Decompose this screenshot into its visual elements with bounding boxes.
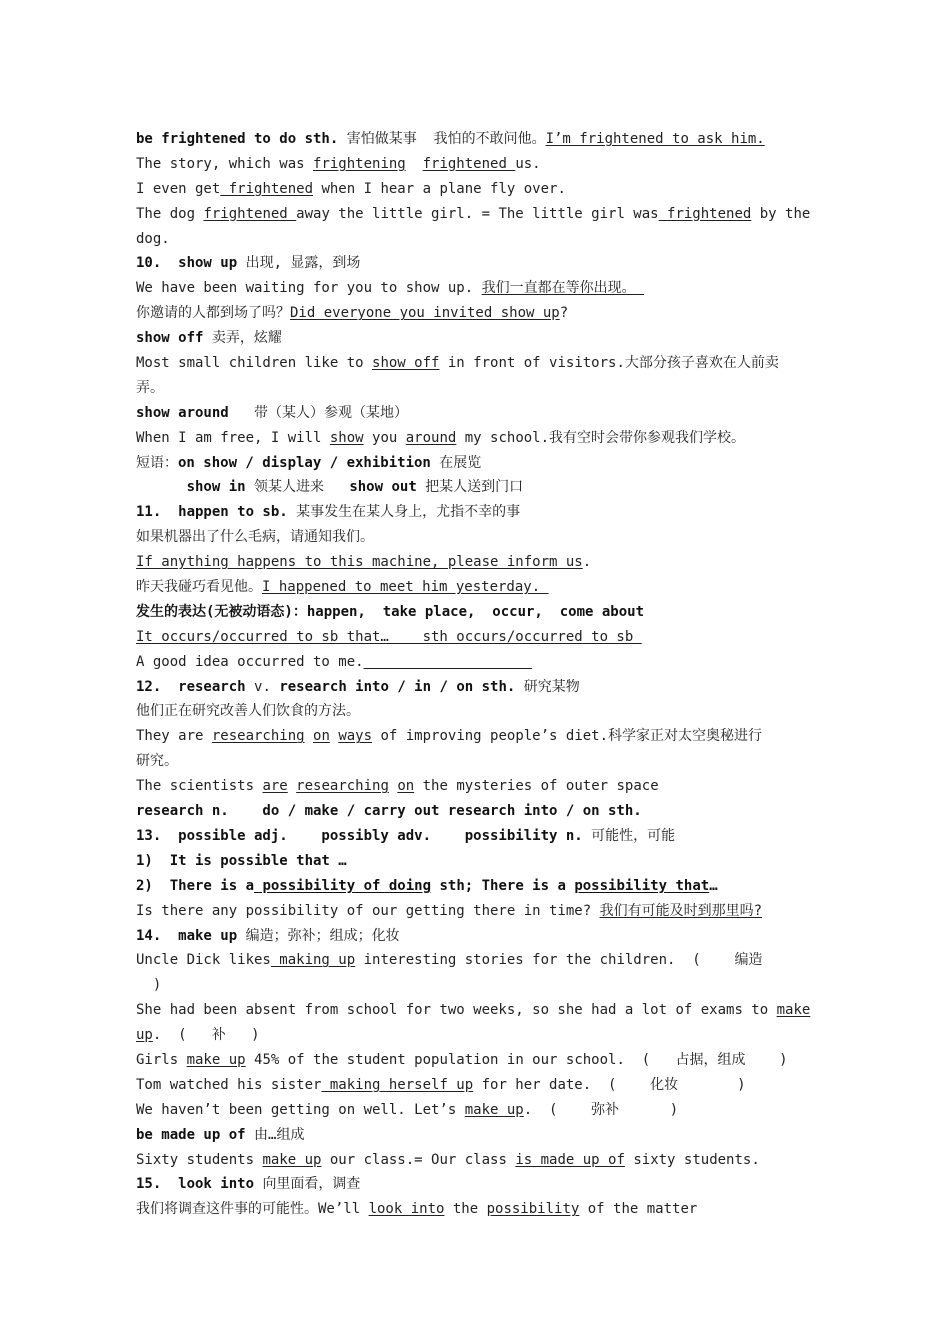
- text-segment: ): [136, 977, 162, 994]
- text-segment: [136, 479, 187, 495]
- text-segment: 研究某物: [523, 678, 580, 695]
- text-segment: our class.= Our class: [321, 1151, 516, 1168]
- text-line: [136, 699, 811, 724]
- text-segment: interesting stories for the children. ( 编造: [355, 952, 763, 969]
- underlined-text: It occurs/occurred to sb that… sth occurs/occurred to sb: [136, 628, 642, 645]
- document-body: [136, 127, 811, 1222]
- underlined-text: making up: [270, 952, 356, 969]
- text-segment: away the little girl. = The little girl was: [296, 205, 659, 222]
- text-segment: 可能性，可能: [591, 827, 676, 844]
- text-segment: 把某人送到门口: [425, 479, 524, 496]
- underlined-text: look into: [368, 1201, 445, 1218]
- text-segment: The scientists: [136, 778, 263, 795]
- text-line: [136, 749, 811, 774]
- text-segment: The story, which was: [136, 155, 314, 172]
- text-line: [136, 326, 811, 351]
- bold-text: sth; There is a: [431, 877, 575, 894]
- text-segment: my school.我有空时会带你参观我们学校。: [456, 429, 746, 446]
- underlined-text: is made up of: [515, 1151, 625, 1168]
- text-segment: [305, 728, 313, 744]
- text-segment: Is there any possibility of our getting there in time?: [136, 902, 600, 919]
- underlined-text: making herself up: [321, 1076, 474, 1093]
- bold-text: 2) There is a: [136, 877, 255, 894]
- text-line: [136, 1023, 811, 1048]
- bold-text: 发生的表达(无被动语态)：happen, take place, occur, come about: [136, 603, 645, 620]
- text-segment: Tom watched his sister: [136, 1076, 322, 1093]
- text-line: [136, 1197, 811, 1222]
- text-segment: you: [363, 429, 406, 446]
- text-line: [136, 500, 811, 525]
- bold-text: be made up of: [136, 1126, 255, 1143]
- text-line: [136, 675, 811, 700]
- text-segment: 某事发生在某人身上，尤指不幸的事: [296, 504, 521, 521]
- text-segment: 你邀请的人都到场了吗？: [136, 305, 290, 322]
- text-segment: 由…组成: [254, 1126, 305, 1143]
- text-segment: Girls: [136, 1051, 187, 1068]
- text-line: [136, 575, 811, 600]
- text-segment: 如果机器出了什么毛病，请通知我们。: [136, 529, 374, 546]
- bold-text: 11. happen to sb.: [136, 504, 297, 521]
- text-segment: v.: [254, 678, 280, 695]
- text-segment: for her date. ( 化妆 ): [473, 1076, 746, 1093]
- text-segment: the: [444, 1201, 487, 1218]
- text-segment: 在展览: [439, 454, 482, 471]
- bold-text: show around: [136, 404, 238, 421]
- text-segment: . ( 补 ): [152, 1027, 260, 1044]
- text-line: [136, 998, 811, 1023]
- underlined-text: possibility that: [574, 877, 710, 894]
- underlined-text: researching: [296, 778, 389, 795]
- underlined-text: frightened: [220, 180, 314, 197]
- text-line: [136, 525, 811, 550]
- text-segment: in front of visitors.大部分孩子喜欢在人前卖: [439, 355, 779, 372]
- underlined-text: around: [405, 429, 457, 446]
- text-segment: Most small children like to: [136, 355, 373, 372]
- text-line: [136, 1123, 811, 1148]
- underlined-text: on: [313, 728, 330, 745]
- text-line: [136, 849, 811, 874]
- bold-text: 10. show up: [136, 255, 246, 272]
- text-line: [136, 724, 811, 749]
- text-segment: 研究。: [136, 753, 178, 770]
- text-segment: of improving people’s diet.科学家正对太空奥秘进行: [372, 728, 763, 745]
- text-line: [136, 451, 811, 476]
- underlined-text: are: [262, 778, 288, 795]
- text-segment: .: [582, 554, 592, 571]
- bold-text: show off: [136, 330, 212, 347]
- underlined-text: ways: [338, 728, 373, 745]
- underlined-text: If anything happens to this machine, please inform us: [136, 554, 583, 571]
- text-line: [136, 874, 811, 899]
- underlined-text: frightening: [313, 155, 406, 172]
- text-line: [136, 899, 811, 924]
- text-segment: 我们将调查这件事的可能性。We’ll: [136, 1201, 369, 1218]
- text-segment: by the: [751, 205, 811, 222]
- text-line: [136, 1172, 811, 1197]
- bold-text: show out: [349, 479, 426, 496]
- text-segment: ?: [559, 305, 569, 322]
- bold-text: …: [709, 877, 718, 894]
- text-segment: I even get: [136, 180, 221, 197]
- underlined-text: up: [136, 1027, 153, 1044]
- underlined-text: [364, 654, 533, 670]
- underlined-text: I’m frightened to ask him.: [545, 131, 765, 147]
- text-line: [136, 774, 811, 799]
- text-segment: 他们正在研究改善人们饮食的方法。: [136, 703, 360, 720]
- underlined-text: make up: [186, 1051, 246, 1068]
- text-segment: She had been absent from school for two weeks, so she had a lot of exams to: [136, 1002, 777, 1019]
- underlined-text: show: [329, 429, 364, 446]
- text-segment: 45% of the student population in our school. ( 占据，组成 ): [245, 1051, 788, 1068]
- text-segment: when I hear a plane fly over.: [313, 180, 566, 197]
- text-line: [136, 924, 811, 949]
- text-line: [136, 799, 811, 824]
- underlined-text: make: [776, 1002, 811, 1019]
- text-segment: 短语：: [136, 454, 178, 471]
- text-line: [136, 1048, 811, 1073]
- bold-text: 13. possible adj. possibly adv. possibility n.: [136, 827, 592, 844]
- bold-text: 12. research: [136, 678, 255, 695]
- underlined-text: possibility of doing: [254, 877, 432, 894]
- underlined-text: show off: [372, 355, 440, 372]
- bold-text: research n. do / make / carry out research into / on sth.: [136, 803, 642, 820]
- text-line: [136, 351, 811, 376]
- bold-text: show in: [186, 479, 255, 496]
- text-segment: 昨天我碰巧看见他。: [136, 579, 262, 596]
- text-segment: 带（某人）参观（某地）: [237, 404, 409, 421]
- text-line: [136, 824, 811, 849]
- underlined-text: make up: [464, 1101, 524, 1118]
- text-line: [136, 1098, 811, 1123]
- underlined-text: frightened: [203, 205, 297, 222]
- text-segment: A good idea occurred to me.: [136, 653, 364, 670]
- text-line: [136, 376, 811, 401]
- bold-text: be frightened to do sth.: [136, 131, 347, 147]
- text-line: [136, 426, 811, 451]
- text-line: [136, 202, 811, 227]
- text-line: [136, 1073, 811, 1098]
- text-segment: 编造；弥补；组成；化妆: [245, 927, 400, 944]
- text-segment: 弄。: [136, 379, 164, 396]
- text-segment: us.: [515, 155, 541, 172]
- text-segment: the mysteries of outer space: [414, 778, 659, 795]
- text-segment: 害怕做某事 我怕的不敢问他。: [346, 131, 546, 147]
- text-segment: We haven’t been getting on well. Let’s: [136, 1101, 465, 1118]
- text-line: [136, 177, 811, 202]
- text-line: [136, 1148, 811, 1173]
- text-segment: sixty students.: [624, 1151, 760, 1168]
- underlined-text: frightened: [658, 205, 752, 222]
- text-segment: 卖弄，炫耀: [211, 330, 282, 347]
- underlined-text: possibility: [486, 1201, 580, 1218]
- underlined-text: frightened: [422, 155, 516, 172]
- text-line: [136, 227, 811, 252]
- text-line: [136, 600, 811, 625]
- text-line: [136, 152, 811, 177]
- underlined-text: researching: [211, 728, 305, 745]
- text-segment: [406, 156, 423, 172]
- underlined-text: Did everyone you invited show up: [290, 305, 560, 322]
- text-segment: When I am free, I will: [136, 429, 330, 446]
- text-segment: [288, 778, 296, 794]
- underlined-text: make up: [262, 1151, 322, 1168]
- bold-text: 14. make up: [136, 927, 246, 944]
- bold-text: 1) It is possible that …: [136, 852, 347, 869]
- text-segment: Sixty students: [136, 1151, 263, 1168]
- text-segment: 向里面看，调查: [262, 1176, 361, 1193]
- text-line: [136, 625, 811, 650]
- text-segment: 领某人进来: [254, 479, 350, 496]
- text-line: [136, 550, 811, 575]
- text-line: [136, 650, 811, 675]
- text-line: [136, 251, 811, 276]
- text-segment: 出现, 显露，到场: [245, 255, 361, 272]
- text-line: [136, 276, 811, 301]
- text-segment: Uncle Dick likes: [136, 952, 271, 969]
- text-line: [136, 948, 811, 973]
- bold-text: 15. look into: [136, 1176, 263, 1193]
- text-segment: They are: [136, 728, 212, 745]
- bold-text: on show / display / exhibition: [178, 454, 440, 471]
- text-line: [136, 973, 811, 998]
- text-segment: The dog: [136, 205, 204, 222]
- text-segment: . ( 弥补 ): [523, 1101, 679, 1118]
- text-line: [136, 127, 811, 152]
- underlined-text: I happened to meet him yesterday.: [262, 579, 549, 596]
- text-line: [136, 401, 811, 426]
- text-segment: of the matter: [579, 1201, 698, 1218]
- text-segment: We have been waiting for you to show up.: [136, 280, 482, 297]
- text-line: [136, 301, 811, 326]
- bold-text: research into / in / on sth.: [279, 678, 524, 695]
- underlined-text: on: [397, 778, 415, 795]
- text-line: [136, 475, 811, 500]
- text-segment: dog.: [136, 230, 170, 247]
- underlined-text: 我们有可能及时到那里吗?: [599, 902, 763, 919]
- underlined-text: 我们一直都在等你出现。: [481, 280, 645, 297]
